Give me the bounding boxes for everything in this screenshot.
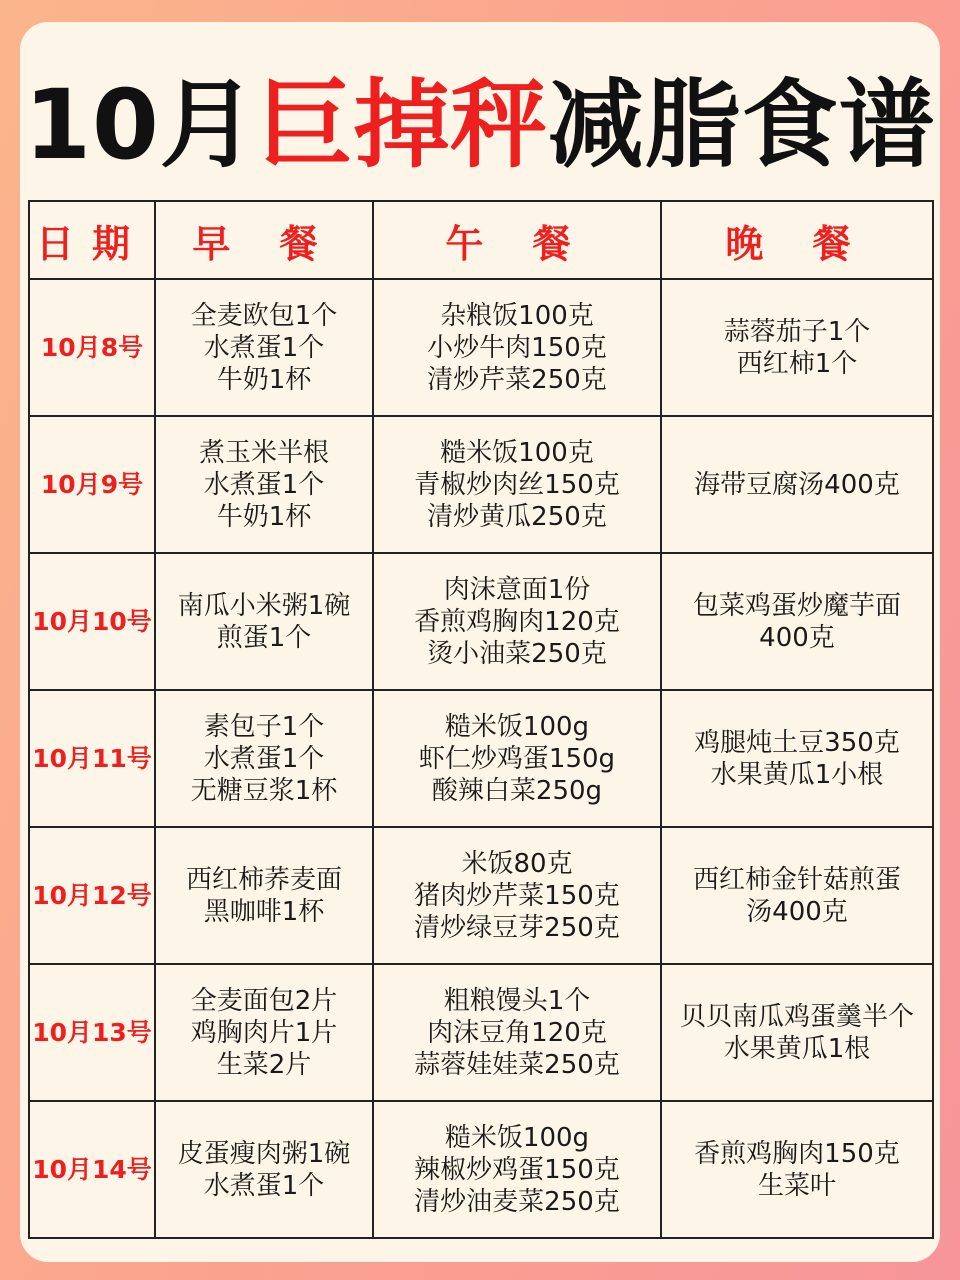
dinner-item: 鸡腿炖土豆350克 (694, 727, 900, 758)
table-row (29, 279, 933, 416)
breakfast-item: 南瓜小米粥1碗 (177, 590, 351, 621)
lunch-item: 肉沫意面1份 (443, 574, 591, 605)
lunch-item: 烫小油菜250克 (427, 638, 607, 669)
lunch-item: 青椒炒肉丝150克 (414, 469, 620, 500)
breakfast-item: 煮玉米半根 (198, 437, 329, 468)
lunch-item: 杂粮饭100克 (440, 300, 594, 331)
dinner-item: 水果黄瓜1根 (723, 1033, 871, 1064)
breakfast-cell (155, 416, 373, 553)
lunch-item: 小炒牛肉150克 (427, 332, 607, 363)
breakfast-item: 水煮蛋1个 (203, 332, 325, 363)
dinner-item: 汤400克 (746, 896, 848, 927)
breakfast-item: 牛奶1杯 (216, 501, 312, 532)
row-date: 10月11号 (29, 690, 155, 827)
title-highlight: 巨掉秤 (256, 69, 548, 181)
lunch-item: 米饭80克 (461, 848, 573, 879)
breakfast-cell (155, 964, 373, 1101)
table-row (29, 690, 933, 827)
breakfast-item: 煎蛋1个 (216, 622, 312, 653)
header-lunch: 午 餐 (373, 201, 661, 279)
lunch-item: 肉沫豆角120克 (427, 1017, 607, 1048)
title-month: 10月 (24, 69, 257, 181)
meal-plan-table (28, 200, 934, 1239)
lunch-cell (373, 1101, 661, 1238)
breakfast-item: 素包子1个 (203, 711, 325, 742)
breakfast-item: 水煮蛋1个 (203, 743, 325, 774)
lunch-item: 香煎鸡胸肉120克 (414, 606, 620, 637)
lunch-cell (373, 964, 661, 1101)
breakfast-item: 皮蛋瘦肉粥1碗 (177, 1138, 351, 1169)
dinner-item: 西红柿金针菇煎蛋 (692, 864, 901, 895)
breakfast-item: 无糖豆浆1杯 (190, 775, 338, 806)
page-title (20, 70, 940, 180)
breakfast-item: 生菜2片 (216, 1049, 312, 1080)
breakfast-item: 水煮蛋1个 (203, 469, 325, 500)
lunch-item: 清炒油麦菜250克 (414, 1186, 620, 1217)
breakfast-cell (155, 690, 373, 827)
dinner-item: 贝贝南瓜鸡蛋羹半个 (679, 1001, 914, 1032)
row-date: 10月9号 (29, 416, 155, 553)
row-date: 10月12号 (29, 827, 155, 964)
breakfast-item: 鸡胸肉片1片 (190, 1017, 338, 1048)
dinner-cell (661, 1101, 933, 1238)
table-row (29, 964, 933, 1101)
row-date: 10月13号 (29, 964, 155, 1101)
dinner-item: 海带豆腐汤400克 (694, 469, 900, 500)
dinner-cell (661, 553, 933, 690)
breakfast-item: 西红柿荞麦面 (185, 864, 342, 895)
header-breakfast: 早 餐 (155, 201, 373, 279)
dinner-item: 生菜叶 (757, 1170, 836, 1201)
breakfast-item: 水煮蛋1个 (203, 1170, 325, 1201)
header-dinner: 晚 餐 (661, 201, 933, 279)
breakfast-item: 全麦欧包1个 (190, 300, 338, 331)
table-row (29, 1101, 933, 1238)
dinner-item: 包菜鸡蛋炒魔芋面 (692, 590, 901, 621)
dinner-item: 西红柿1个 (736, 348, 858, 379)
lunch-item: 酸辣白菜250g (431, 775, 603, 806)
dinner-item: 蒜蓉茄子1个 (723, 316, 871, 347)
lunch-item: 清炒绿豆芽250克 (414, 912, 620, 943)
lunch-item: 清炒黄瓜250克 (427, 501, 607, 532)
breakfast-item: 黑咖啡1杯 (203, 896, 325, 927)
breakfast-cell (155, 553, 373, 690)
dinner-cell (661, 416, 933, 553)
table-row (29, 827, 933, 964)
lunch-item: 糙米饭100g (444, 711, 590, 742)
title-rest: 减脂食谱 (547, 69, 936, 181)
lunch-cell (373, 827, 661, 964)
lunch-item: 糙米饭100g (444, 1122, 590, 1153)
dinner-item: 400克 (759, 622, 835, 653)
lunch-item: 糙米饭100克 (440, 437, 594, 468)
dinner-cell (661, 279, 933, 416)
row-date: 10月14号 (29, 1101, 155, 1238)
row-date: 10月8号 (29, 279, 155, 416)
dinner-cell (661, 827, 933, 964)
table-row (29, 553, 933, 690)
lunch-item: 清炒芹菜250克 (427, 364, 607, 395)
lunch-item: 虾仁炒鸡蛋150g (418, 743, 616, 774)
table-row (29, 416, 933, 553)
table-header-row (29, 201, 933, 279)
breakfast-cell (155, 827, 373, 964)
dinner-item: 水果黄瓜1小根 (710, 759, 884, 790)
lunch-item: 粗粮馒头1个 (443, 985, 591, 1016)
lunch-cell (373, 690, 661, 827)
breakfast-cell (155, 279, 373, 416)
lunch-item: 辣椒炒鸡蛋150克 (414, 1154, 620, 1185)
lunch-cell (373, 279, 661, 416)
dinner-cell (661, 690, 933, 827)
dinner-cell (661, 964, 933, 1101)
breakfast-item: 全麦面包2片 (190, 985, 338, 1016)
row-date: 10月10号 (29, 553, 155, 690)
lunch-cell (373, 416, 661, 553)
breakfast-cell (155, 1101, 373, 1238)
lunch-cell (373, 553, 661, 690)
header-date: 日期 (29, 201, 155, 279)
lunch-item: 猪肉炒芹菜150克 (414, 880, 620, 911)
lunch-item: 蒜蓉娃娃菜250克 (414, 1049, 620, 1080)
breakfast-item: 牛奶1杯 (216, 364, 312, 395)
dinner-item: 香煎鸡胸肉150克 (694, 1138, 900, 1169)
